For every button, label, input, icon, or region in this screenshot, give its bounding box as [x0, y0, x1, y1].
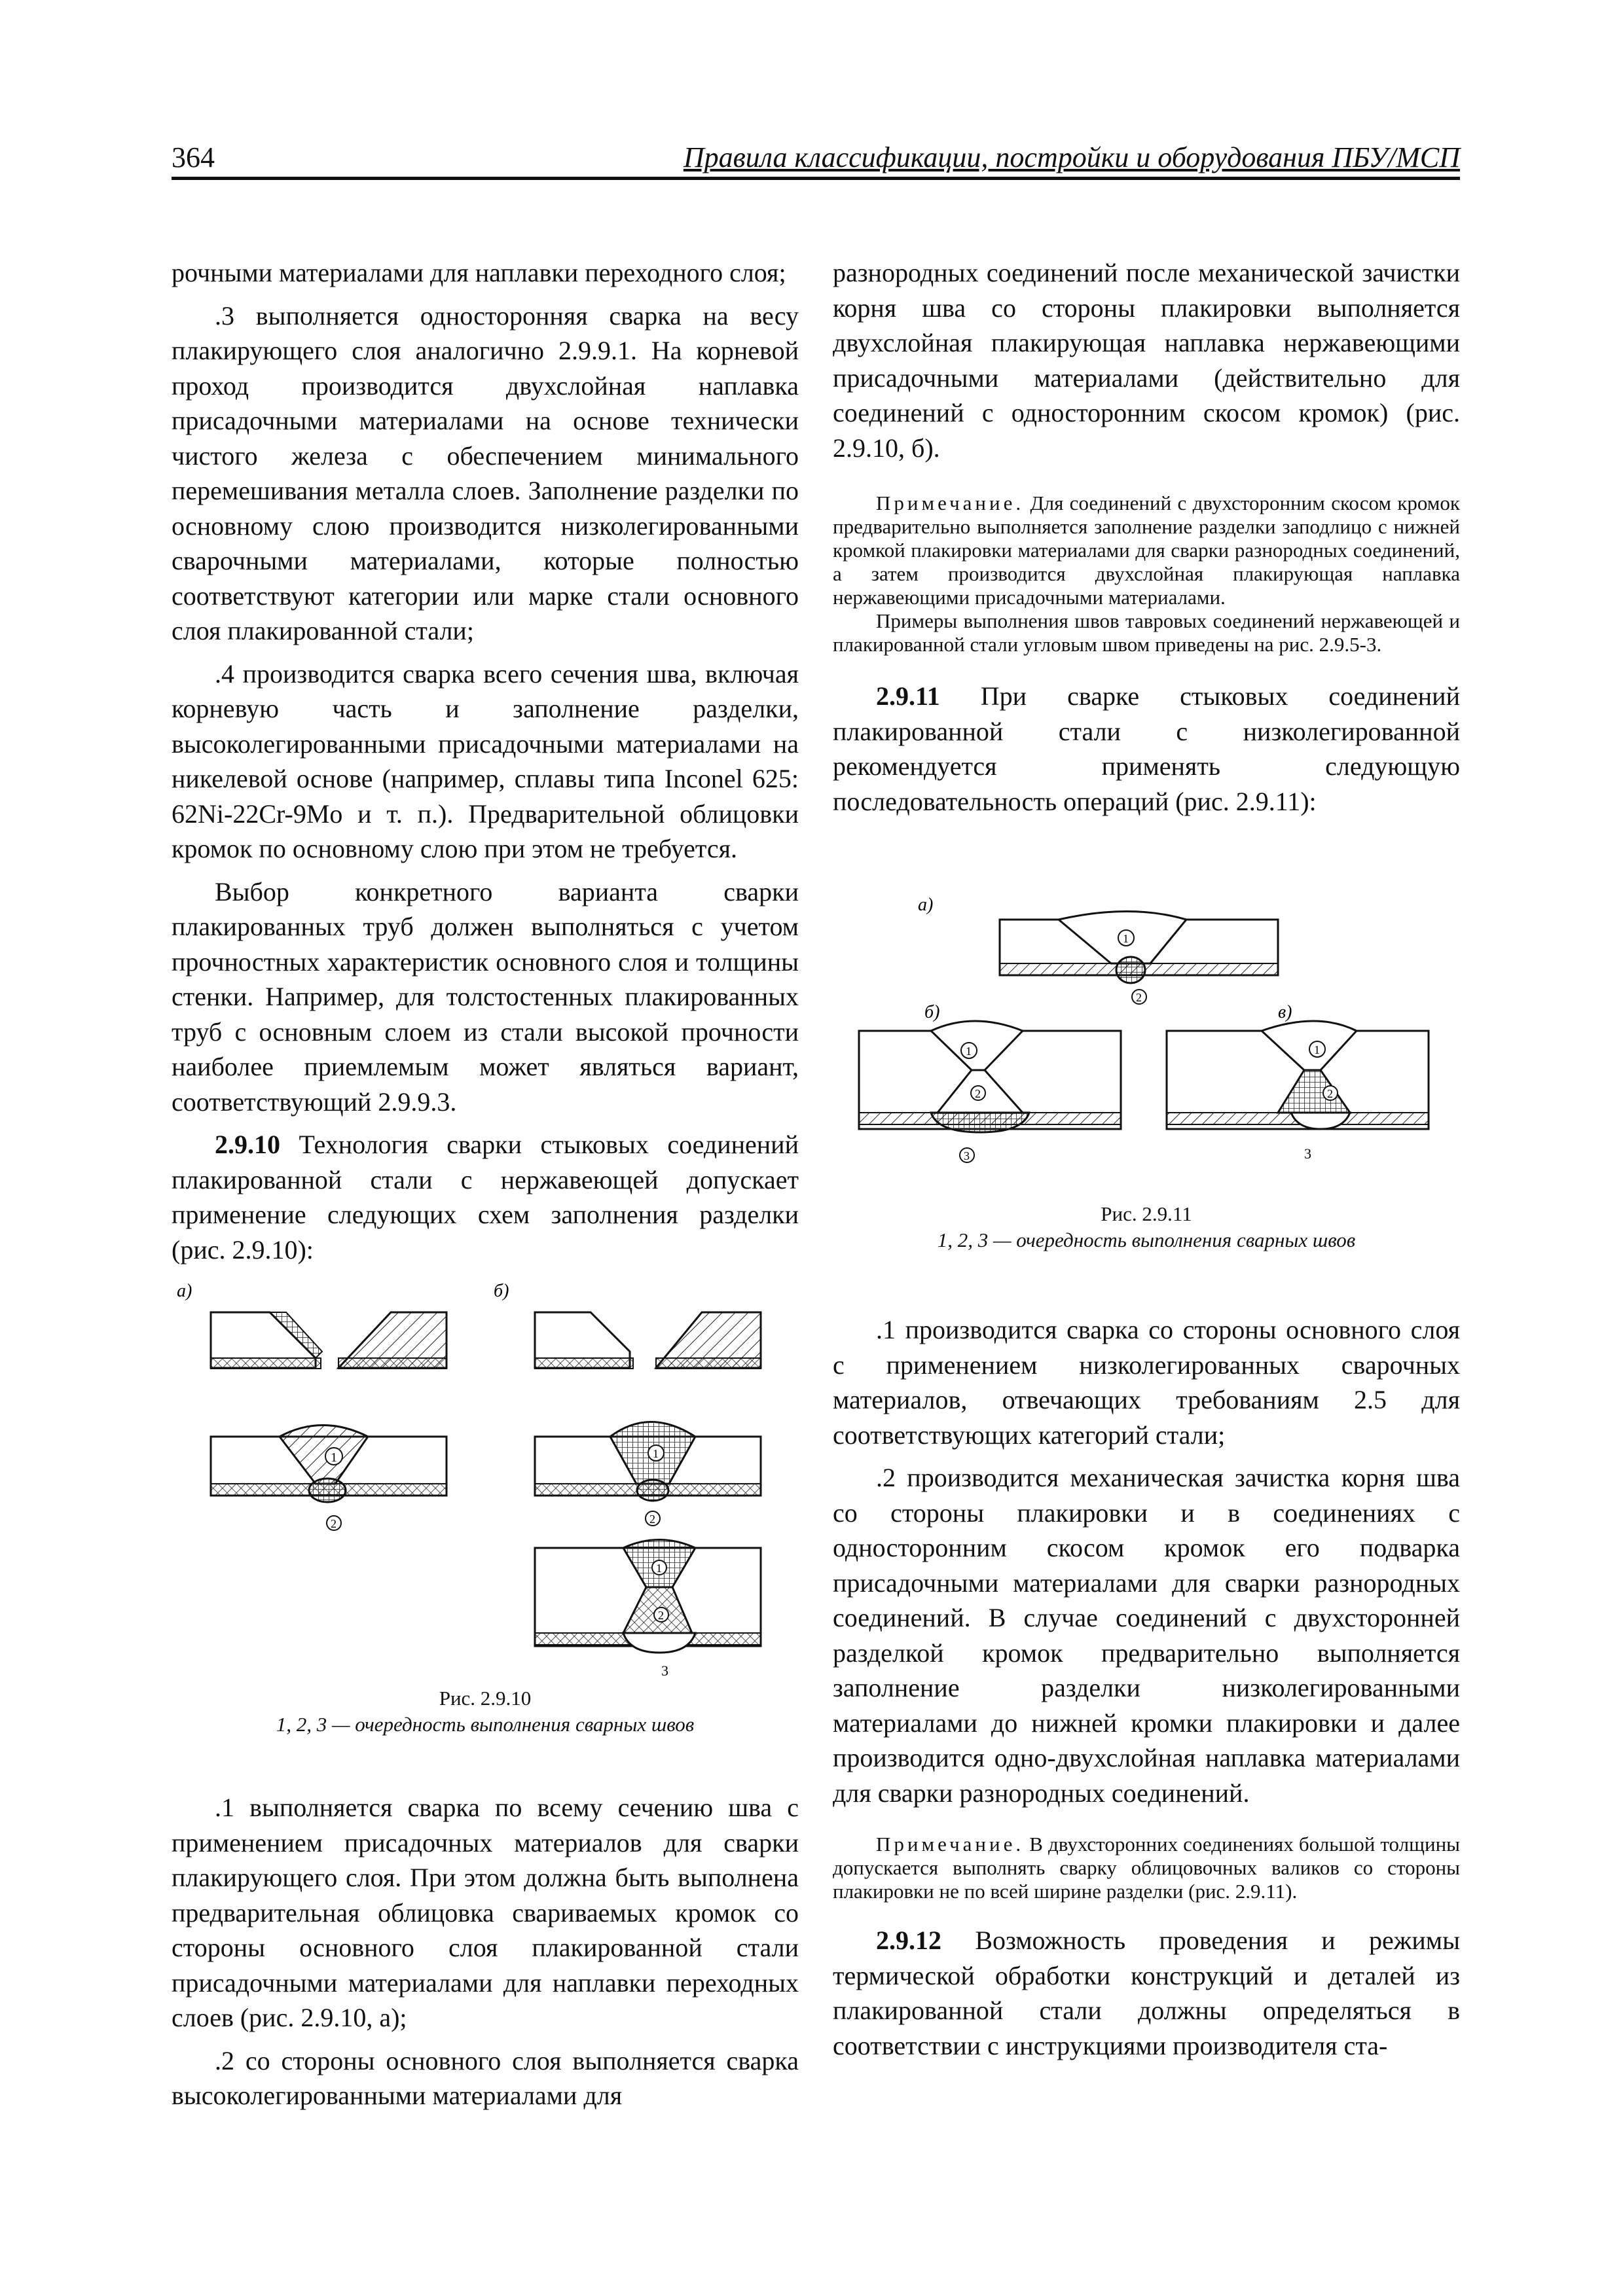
left-column-top	[172, 255, 799, 1267]
label-b: б)	[494, 1281, 509, 1301]
svg-text:2: 2	[1327, 1087, 1333, 1100]
right-paragraph-4: .2 производится механическая зачистка корня шва со стороны плакировки и в соединениях с односторонним скосом кромок его подварка присадочными материалами для сварки разнородных соединений. В случае соединений с двухсторонней разделкой кромок предварительно выполняется заполнение разделки низколегированными материалами до нижней кромки плакировки и далее производится одно-двухслойная наплавка материалами для сварки разнородных соединений.	[833, 1463, 1460, 1808]
right-column-bottom	[833, 1312, 1460, 2063]
left-paragraph-4: Выбор конкретного варианта сварки плакированных труб должен выполняться с учетом прочностных характеристик основного слоя и толщины стенки. Например, для толстостенных плакированных труб с основным слоем из стали высокой прочности наиболее приемлемым может являться вариант, соответствующий 2.9.9.3.	[172, 876, 799, 1117]
running-title: Правила классификации, постройки и оборудования ПБУ/МСП	[683, 141, 1460, 173]
fig-a-edges	[211, 1312, 447, 1369]
page-header	[172, 143, 1460, 180]
svg-text:2: 2	[649, 1513, 655, 1526]
figure-2-9-10-caption	[172, 1685, 799, 1738]
figure-2-9-11	[833, 893, 1460, 1201]
svg-text:1: 1	[331, 1450, 337, 1465]
page-number: 364	[172, 141, 215, 173]
note-2-label: Примечание.	[876, 1833, 1025, 1856]
svg-text:2: 2	[331, 1517, 337, 1530]
note-1-label: Примечание.	[876, 492, 1025, 514]
fig-b-edges	[535, 1312, 761, 1369]
section-2-9-11: 2.9.11	[876, 681, 940, 711]
fig-b-weld-2	[535, 1540, 761, 1679]
fig-2-v	[1167, 1021, 1429, 1162]
figure-2-9-11-legend: 1, 2, 3 — очередность выполнения сварных швов	[937, 1229, 1356, 1251]
svg-text:1: 1	[656, 1562, 662, 1575]
svg-text:3: 3	[661, 1662, 668, 1679]
figure-2-9-11-caption	[833, 1201, 1460, 1253]
note-2: Примечание. В двухсторонних соединениях большой толщины допускается выполнять сварку облицовочных валиков со стороны плакировки не по всей ширине разделки (рис. 2.9.11).	[833, 1833, 1460, 1903]
right-column-top	[833, 255, 1460, 819]
left-paragraph-5: 2.9.10 Технология сварки стыковых соединений плакированной стали с нержавеющей допускает применение следующих схем заполнения разделки (рис. 2.9.10):	[172, 1130, 799, 1265]
svg-text:3: 3	[1304, 1145, 1311, 1162]
right-paragraph-5: 2.9.12 Возможность проведения и режимы термической обработки конструкций и деталей из плакированной стали должны определяться в соответствии с инструкциями производителя ста-	[833, 1926, 1460, 2060]
left-paragraph-6: .1 выполняется сварка по всему сечению шва с применением присадочных материалов для сварки плакирующего слоя. При этом должна быть выполнена предварительная облицовка свариваемых кромок со стороны основного слоя плакированной стали присадочными материалами для наплавки переходных слоев (рис. 2.9.10, а);	[172, 1793, 799, 2032]
label-2-v: в)	[1278, 1002, 1292, 1022]
note-1-example: Примеры выполнения швов тавровых соединений нержавеющей и плакированной стали угловым швом приведены на рис. 2.9.5-3.	[833, 609, 1460, 656]
label-2-b: б)	[924, 1002, 940, 1022]
section-2-9-12: 2.9.12	[876, 1926, 941, 1955]
svg-text:1: 1	[1314, 1043, 1320, 1056]
label-a: а)	[177, 1281, 192, 1301]
svg-text:2: 2	[658, 1609, 664, 1622]
figure-2-9-11-title: Рис. 2.9.11	[1101, 1202, 1192, 1225]
figure-2-9-10	[172, 1280, 799, 1725]
fig-a-weld	[211, 1426, 447, 1531]
figure-2-9-10-legend: 1, 2, 3 — очередность выполнения сварных швов	[276, 1713, 695, 1736]
fig-b-weld-1	[535, 1422, 761, 1526]
note-1: Примечание. Для соединений с двухсторонним скосом кромок предварительно выполняется заполнение разделки заподлицо с нижней кромкой плакировки материалами для сварки разнородных соединений, а затем производится двухслойная плакирующая наплавка нержавеющими присадочными материалами. Примеры выполнения швов тавровых соединений нержавеющей и плакированной стали угловым швом приведены на рис. 2.9.5-3.	[833, 492, 1460, 656]
left-paragraph-1: рочными материалами для наплавки переходного слоя;	[172, 258, 786, 287]
svg-text:2: 2	[975, 1087, 981, 1100]
left-column-bottom	[172, 1790, 799, 2113]
figure-2-9-10-title: Рис. 2.9.10	[439, 1687, 532, 1710]
section-2-9-10: 2.9.10	[215, 1130, 280, 1159]
svg-text:2: 2	[1136, 991, 1142, 1004]
svg-text:3: 3	[964, 1149, 970, 1162]
right-paragraph-2: 2.9.11 При сварке стыковых соединений плакированной стали с низколегированной рекомендуется применять следующую последовательность операций (рис. 2.9.11):	[833, 681, 1460, 816]
svg-text:1: 1	[653, 1447, 659, 1460]
svg-text:1: 1	[1123, 932, 1129, 945]
right-paragraph-1: разнородных соединений после механической зачистки корня шва со стороны плакировки выполняется двухслойная плакирующая наплавка нержавеющими присадочными материалами (действительно для соединений с односторонним скосом кромок) (рис. 2.9.10, б).	[833, 258, 1460, 463]
label-2-a: а)	[918, 895, 934, 915]
left-paragraph-2: .3 выполняется односторонняя сварка на весу плакирующего слоя аналогично 2.9.9.1. На корневой проход производится двухслойная наплавка присадочными материалами на основе технически чистого железа с обеспечением минимального перемешивания металла слоев. Заполнение разделки по основному слою производится низколегированными сварочными материалами, которые полностью соответствуют категории или марке стали основного слоя плакированной стали;	[172, 300, 799, 645]
left-paragraph-3: .4 производится сварка всего сечения шва, включая корневую часть и заполнение разделки, высоколегированными присадочными материалами на никелевой основе (например, сплавы типа Inconel 625: 62Ni-22Cr-9Mo и т. п.). Предварительной облицовки кромок по основному слою при этом не требуется.	[172, 658, 799, 863]
fig-2-b	[859, 1021, 1121, 1162]
left-paragraph-7: .2 со стороны основного слоя выполняется сварка высоколегированными материалами для	[172, 2045, 799, 2110]
right-paragraph-3: .1 производится сварка со стороны основного слоя с применением низколегированных сварочных материалов, отвечающих требованиям 2.5 для соответствующих категорий стали;	[833, 1315, 1460, 1450]
svg-text:1: 1	[966, 1045, 972, 1058]
fig-2-a	[1000, 912, 1278, 1005]
